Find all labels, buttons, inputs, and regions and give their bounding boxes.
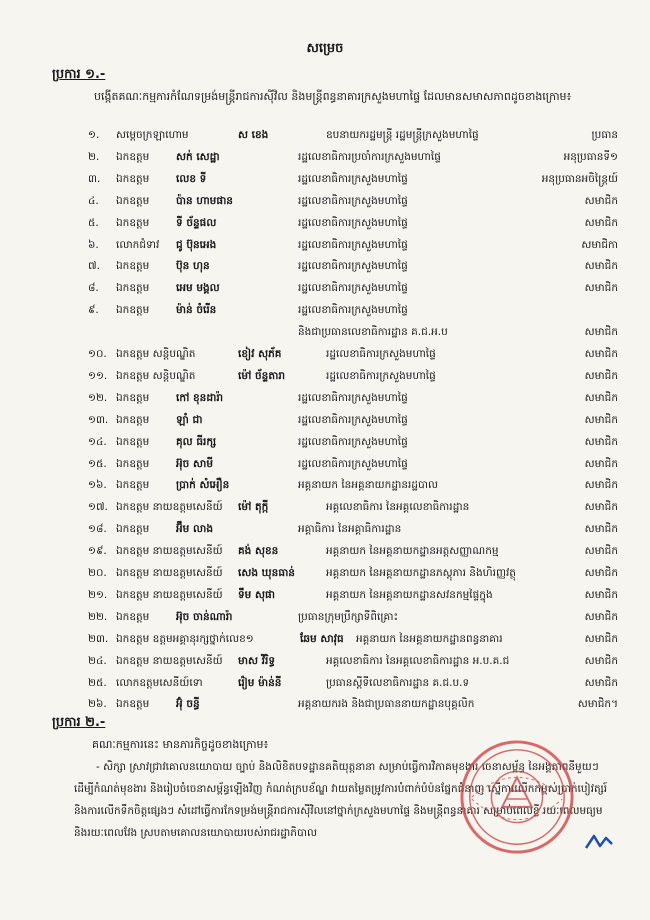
member-name: ម៉ៅ ច័ន្ទតារា [238,369,285,382]
member-name: ម៉ៅ តុក្កី [238,501,269,514]
member-number: ៣. [88,172,101,185]
member-position: រដ្ឋលេខាធិការក្រសួងមហាផ្ទៃ [298,238,408,251]
member-number: ៨. [88,282,99,295]
member-row [88,477,618,499]
member-position: រដ្ឋលេខាធិការក្រសួងមហាផ្ទៃ [298,282,408,295]
member-position: រដ្ឋលេខាធិការក្រសួងមហាផ្ទៃ [298,435,408,448]
member-title: ឯកឧត្តម [116,698,150,711]
member-name: គុល ធីរក្ស [176,435,217,448]
member-role: សមាជិក [584,632,618,645]
member-number: ១. [88,129,100,141]
member-title: ឯកឧត្តម [116,282,150,295]
member-position: រដ្ឋលេខាធិការក្រសួងមហាផ្ទៃ [298,260,408,273]
member-title: ឯកឧត្តម [116,304,150,317]
member-name: ម៉ាន់ ចំរើន [176,304,217,317]
member-position: រដ្ឋលេខាធិការក្រសួងមហាផ្ទៃ [326,348,436,360]
article-2-intro: គណៈកម្មការនេះ មានភារកិច្ចដូចខាងក្រោម៖ [92,738,269,751]
member-position: រដ្ឋលេខាធិការក្រសួងមហាផ្ទៃ [298,391,408,404]
member-role: សមាជិក [584,588,618,601]
member-title: ឯកឧត្តម [116,260,150,273]
member-number: ១២. [88,391,108,404]
member-title: ឯកឧត្តម នាយឧត្តមសេនីយ៍ [116,545,223,558]
member-title: ឯកឧត្តម សន្តិបណ្ឌិត [116,348,196,360]
member-title: ឯកឧត្តម ឧត្តមអគ្គានុរក្សថ្នាក់លេខ១ [116,632,254,645]
member-name: សក់ សេដ្ឋា [176,150,220,163]
member-role: សមាជិក [584,676,618,689]
member-role: សមាជិកា [581,238,618,251]
article-2-heading: ប្រការ ២.- [52,715,106,730]
member-row [88,543,618,565]
member-position: រដ្ឋលេខាធិការក្រសួងមហាផ្ទៃ [298,413,408,426]
member-name: អ៊ុច ចាន់ណារ៉ា [176,610,233,623]
member-row [88,237,618,259]
article-1-heading: ប្រការ ១.- [52,67,106,82]
member-position: និងជាប្រធានលេខាធិការដ្ឋាន គ.ជ.អ.ប [298,326,448,339]
member-title: ឯកឧត្តម [116,391,150,404]
member-number: ២០. [88,567,107,579]
member-role: អនុប្រធានអចិន្ត្រៃយ៍ [541,172,618,185]
member-number: ៩. [88,304,99,317]
article-2-duty: - សិក្សា ស្រាវជ្រាវគោលនយោបាយ ច្បាប់ និងលិខិតបទដ្ឋានគតិយុត្តនានា សម្រាប់ធ្វើការវិភាគមុខងារ ចេនាសម្ព័ន្ធ នៃអង្គភាពនីមួយៗ ដើម្បីកំណត់មុខងារ និងរៀបចំចេនាសម្ព័ន្ធឡើងវិញ កំណត់ក្របខ័ណ្ឌ វាយតម្លៃតម្រូវការបំពាក់បំប៉នផ្នែកជំនាញ ស្នើការលើកកម្ពស់ប្រាក់បៀវត្សរ៍ និងការលើកទឹកចិត្តផ្សេងៗ សំដៅធ្វើការកែទម្រង់មន្ត្រីរាជការស៊ីវិលនៅថ្នាក់ក្រសួងមហាផ្ទៃ និងមន្ត្រីពន្ធនាគារ សម្រាប់ពេលខ្លី រយៈពេលមធ្យម និងរយៈពេលវែង ស្របតាមគោលនយោបាយរបស់រាជរដ្ឋាភិបាល [74,761,608,839]
member-row [88,609,618,631]
document-title: សម្រេច [306,41,344,56]
member-role: សមាជិក [584,369,618,382]
member-number: ១៩. [88,545,107,558]
member-role: សមាជិក [584,348,618,360]
member-title: ឯកឧត្តម [116,523,150,536]
member-role: សមាជិក [584,282,618,295]
member-role: សមាជិក [584,610,618,623]
member-role: សមាជិក [584,545,618,558]
member-position: រដ្ឋលេខាធិការក្រសួងមហាផ្ទៃ [326,369,436,382]
member-row [88,587,618,609]
member-title: ឯកឧត្តម នាយឧត្តមសេនីយ៍ [116,588,223,601]
member-name: ប៊ុន ហុន [176,260,210,273]
member-row [88,302,618,324]
member-role: សមាជិក [584,523,618,536]
member-name: ទឹម សុផា [238,588,275,601]
member-role: សមាជិក [584,457,618,470]
member-title: ឯកឧត្តម [116,457,150,470]
member-name: ឡាំ ជា [176,413,203,426]
member-row [88,171,618,193]
member-role: សមាជិក [584,435,618,448]
member-row [88,280,618,302]
member-row [88,215,618,237]
member-role: ប្រធាន [591,129,618,141]
member-title: ឯកឧត្តម [116,194,150,207]
member-role: សមាជិក [584,479,618,492]
member-position: អគ្គនាយក នៃអគ្គនាយកដ្ឋានភស្តុភារ និងហិរញ្ញវត្ថុ [326,567,516,579]
member-position: រដ្ឋលេខាធិការក្រសួងមហាផ្ទៃ [298,194,408,207]
member-role: សមាជិក [584,567,618,579]
member-position: ប្រធានក្រុមប្រឹក្សាទីពិគ្រោះ [298,610,399,623]
member-number: ២៥. [88,676,107,689]
member-title: ឯកឧត្តម នាយឧត្តមសេនីយ៍ [116,567,223,579]
member-row [88,499,618,521]
member-title: ឯកឧត្តម [116,479,150,492]
member-name: ប៉ាន ហាមផាន [176,194,233,207]
member-name: គង់ សុខន [238,545,279,558]
member-title: លោកជំទាវ [116,238,160,251]
member-position: អគ្គនាយក នៃអគ្គនាយកដ្ឋានអត្តសញ្ញាណកម្ម [326,545,499,558]
member-role: អនុប្រធានទី១ [563,150,618,163]
member-role: សមាជិក [584,391,618,404]
member-name: ប្រាក់ សំអឿន [176,479,230,492]
member-title: ឯកឧត្តម សន្តិបណ្ឌិត [116,369,196,382]
member-number: ១៣. [88,413,109,426]
member-name: កៅ ខុនដារ៉ា [176,391,223,404]
member-name: អ៊ឹម លាង [176,523,213,536]
member-position: ប្រធានស្តីទីលេខាធិការដ្ឋាន គ.ជ.ប.ទ [326,676,470,689]
member-name: សេង ឃុនធាន់ [238,567,295,579]
member-number: ១៥. [88,457,107,470]
member-number: ១៤. [88,435,107,448]
member-row [88,390,618,412]
member-row [88,193,618,215]
member-number: ១៦. [88,479,107,492]
member-row [88,631,618,653]
member-row [88,675,618,697]
member-number: ២៦. [88,698,107,711]
member-role: សមាជិក [584,326,618,339]
member-position: រដ្ឋលេខាធិការក្រសួងមហាផ្ទៃ [298,216,408,229]
member-number: ៧. [88,260,100,273]
member-title: ឯកឧត្តម នាយឧត្តមសេនីយ៍ [116,501,223,514]
member-position: អគ្គនាយករង និងជាប្រធាននាយកដ្ឋានបុគ្គលិក [298,698,475,711]
member-role: សមាជិក [584,194,618,207]
member-name: ឆែម សាវុធ [300,632,344,645]
member-position: អគ្គនាយក នៃអគ្គនាយកដ្ឋានរដ្ឋបាល [298,479,438,492]
member-number: ២២. [88,610,108,623]
member-title: សម្តេចក្រឡាហោម [116,129,189,141]
member-row [88,565,618,587]
member-position: អគ្គនាយក នៃអគ្គនាយកដ្ឋានសវនកម្មផ្ទៃក្នុង [326,588,493,601]
member-name: អ៊ុំ ចន្ធី [176,698,200,711]
member-title: ឯកឧត្តម នាយឧត្តមសេនីយ៍ [116,654,223,667]
member-title: ឯកឧត្តម [116,610,150,623]
member-position: អគ្គលេខាធិការ នៃអគ្គលេខាធិការដ្ឋាន អ.ប.គ.ជ [326,654,510,667]
member-title: ឯកឧត្តម [116,413,150,426]
member-number: ១០. [88,348,107,360]
member-name: អ៊ុច សាមី [176,457,213,470]
official-seal-icon [458,738,576,856]
member-number: ២. [88,150,100,163]
member-number: ១៧. [88,501,108,514]
member-title: ឯកឧត្តម [116,435,150,448]
member-number: ៥. [88,216,99,229]
member-position: រដ្ឋលេខាធិការក្រសួងមហាផ្ទៃ [298,304,408,317]
member-name: ទី ច័ន្ទផល [176,216,217,229]
member-position: រដ្ឋលេខាធិការប្រចាំការក្រសួងមហាផ្ទៃ [298,150,441,163]
member-name: លេខ ទី [176,172,207,185]
member-role: សមាជិក [584,260,618,273]
member-role: សមាជិក [584,216,618,229]
member-title: ឯកឧត្តម [116,150,150,163]
member-row [88,456,618,478]
member-row [88,258,618,280]
member-name: រ៉ៀម ម៉ាន់នី [238,676,282,689]
member-row [88,412,618,434]
member-row [88,696,618,718]
member-title: លោកឧត្តមសេនីយ៍ទោ [116,676,203,689]
member-row [88,346,618,368]
member-position: រដ្ឋលេខាធិការក្រសួងមហាផ្ទៃ [298,172,408,185]
member-row [88,324,618,346]
member-number: ១៨. [88,523,107,536]
member-position: ឧបនាយករដ្ឋមន្ត្រី រដ្ឋមន្ត្រីក្រសួងមហាផ្ទៃ [326,129,479,141]
member-position: អគ្គនាយក នៃអគ្គនាយកដ្ឋានពន្ធនាគារ [356,632,503,645]
member-role: សមាជិក [584,501,618,514]
member-row [88,127,618,149]
member-name: អេម មង្គល [176,282,220,295]
member-number: ៦. [88,238,99,251]
member-row [88,653,618,675]
member-name: មាស វិរិទ្ធ [238,654,275,667]
member-name: ខៀវ សុភ័គ [238,348,282,360]
member-name: ជូ ប៊ុនអេង [176,238,217,251]
member-position: អគ្គលេខាធិការ នៃអគ្គលេខាធិការដ្ឋាន [326,501,470,514]
member-role: សមាជិក។ [577,698,618,711]
member-position: អគ្គាធិការ នៃអគ្គាធិការដ្ឋាន [298,523,402,536]
member-title: ឯកឧត្តម [116,172,150,185]
member-row [88,149,618,171]
member-title: ឯកឧត្តម [116,216,150,229]
member-number: ៤. [88,194,99,207]
member-row [88,368,618,390]
member-row [88,521,618,543]
article-1-intro: បង្កើតគណៈកម្មការកំណែទម្រង់មន្ត្រីរាជការស៊ីវិល និងមន្ត្រីពន្ធនាគារក្រសួងមហាផ្ទៃ ដែលមានសមាសភាពដូចខាងក្រោម៖ [94,90,572,103]
member-name: ស ខេង [238,129,269,141]
member-number: ២៤. [88,654,107,667]
member-role: សមាជិក [584,654,618,667]
member-role: សមាជិក [584,413,618,426]
signature-mark-icon [584,832,614,852]
member-number: ១១. [88,369,108,382]
member-number: ២៣. [88,632,109,645]
member-row [88,434,618,456]
member-number: ២១. [88,588,108,601]
member-position: រដ្ឋលេខាធិការក្រសួងមហាផ្ទៃ [298,457,408,470]
